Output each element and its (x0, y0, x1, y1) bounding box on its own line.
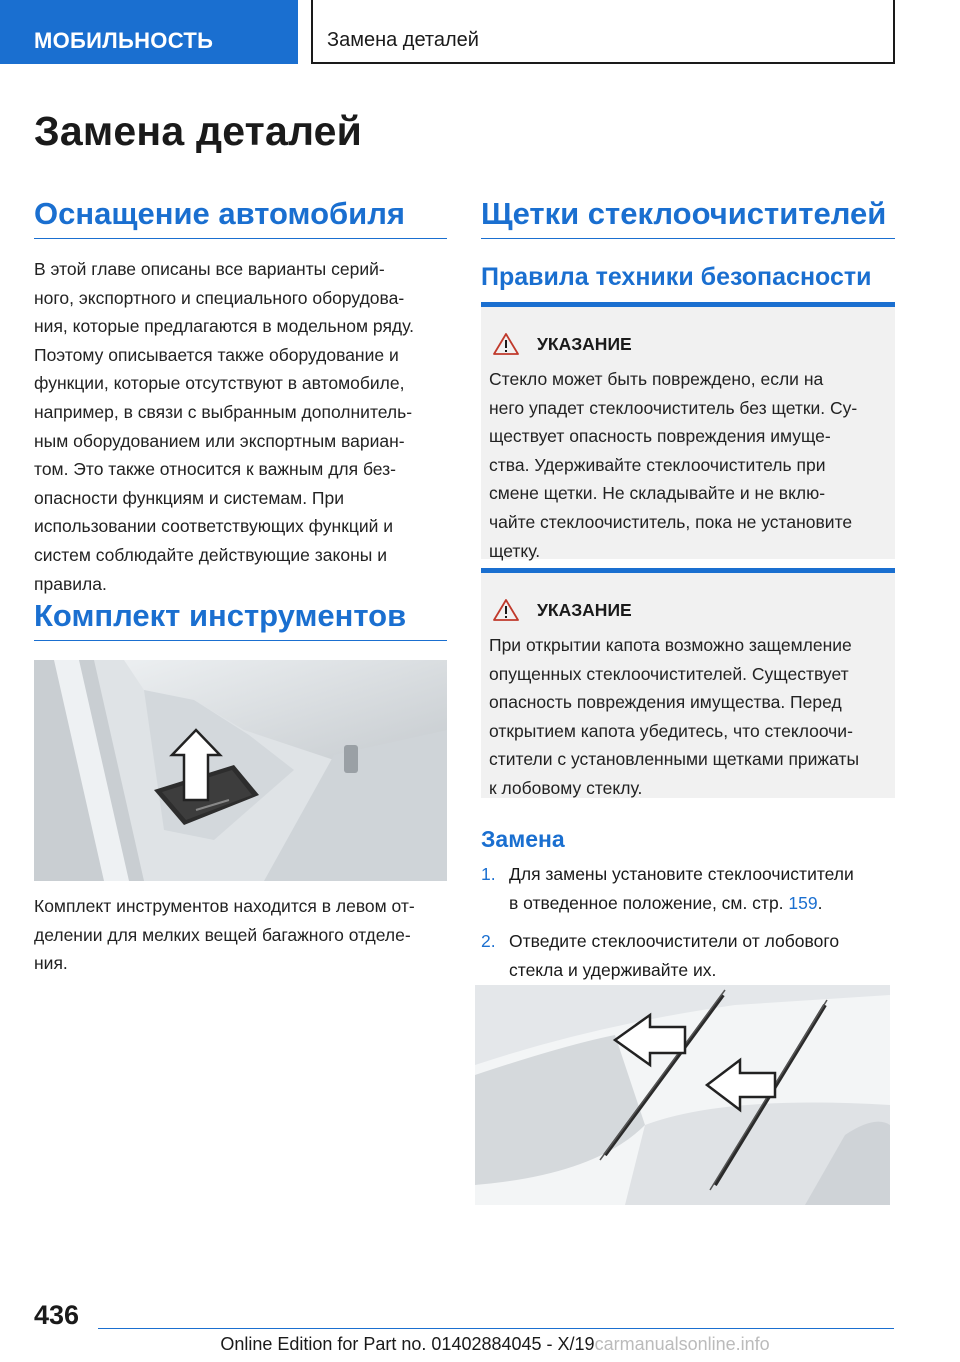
step-number: 1. (481, 864, 496, 884)
header-section-tab: МОБИЛЬНОСТЬ (0, 0, 298, 64)
header-chapter: Замена деталей (311, 0, 895, 64)
heading-safety-rules: Правила техники безопасности (481, 263, 872, 291)
trunk-illustration (34, 660, 447, 881)
footer (0, 1334, 960, 1355)
warning-label: УКАЗАНИЕ (537, 333, 632, 354)
warning-triangle-icon (493, 599, 519, 621)
page-title: Замена деталей (34, 108, 363, 154)
list-item: 1. Для замены установите стеклоочистители в отведенное положение, см. стр. 159. (481, 860, 895, 917)
warning-box-1 (481, 302, 895, 559)
list-item: 2. Отведите стеклоочистители от лобового стекла и удерживайте их. (481, 927, 895, 984)
page-link-159[interactable]: 159 (788, 892, 818, 913)
warning-triangle-icon (493, 333, 519, 355)
heading-tool-kit: Комплект инструментов (34, 598, 447, 641)
step-number: 2. (481, 931, 496, 952)
footer-divider (98, 1328, 894, 1329)
replacement-steps (481, 860, 895, 994)
warning-box-2 (481, 568, 895, 798)
tool-kit-paragraph: Комплект инструментов находится в левом от- делении для мелких вещей багажного отделе- ния. (34, 896, 415, 974)
warning-text: Стекло может быть повреждено, если на него упадет стеклоочиститель без щетки. Су- ществует опасность повреждения имуще- ства. Удерживайте стеклоочиститель при смене щетки. Не складывайте и не вклю- чайте стеклоочиститель, пока не установите щетку. (489, 369, 858, 561)
intro-paragraph: В этой главе описаны все варианты серий- ного, экспортного и специального оборудова- ния, которые предлагаются в модельном ряду. Поэтому описывается также оборудование и функции, которые отсутствуют в автомобиле, например, в связи с выбранным дополнитель- ным оборудованием или экспортным вариан- том. Это также относится к важным для без- опасности функциям и системам. При использовании соответствующих функций и систем соблюдайте действующие законы и правила. (34, 259, 414, 594)
heading-replacement: Замена (481, 826, 565, 852)
footer-watermark: carmanualsonline.info (594, 1334, 770, 1354)
warning-label: УКАЗАНИЕ (537, 599, 632, 620)
heading-wiper-blades: Щетки стеклоочистителей (481, 196, 895, 239)
wiper-illustration (475, 985, 890, 1205)
footer-edition: Online Edition for Part no. 01402884045 - X/19 (220, 1334, 595, 1354)
warning-text: При открытии капота возможно защемление опущенных стеклоочистителей. Существует опасность повреждения имущества. Перед открытием капота убедитесь, что стеклоочи- стители с установленными щетками прижаты к лобовому стеклу. (489, 635, 860, 798)
heading-vehicle-equipment: Оснащение автомобиля (34, 196, 447, 239)
page-number: 436 (34, 1300, 80, 1330)
